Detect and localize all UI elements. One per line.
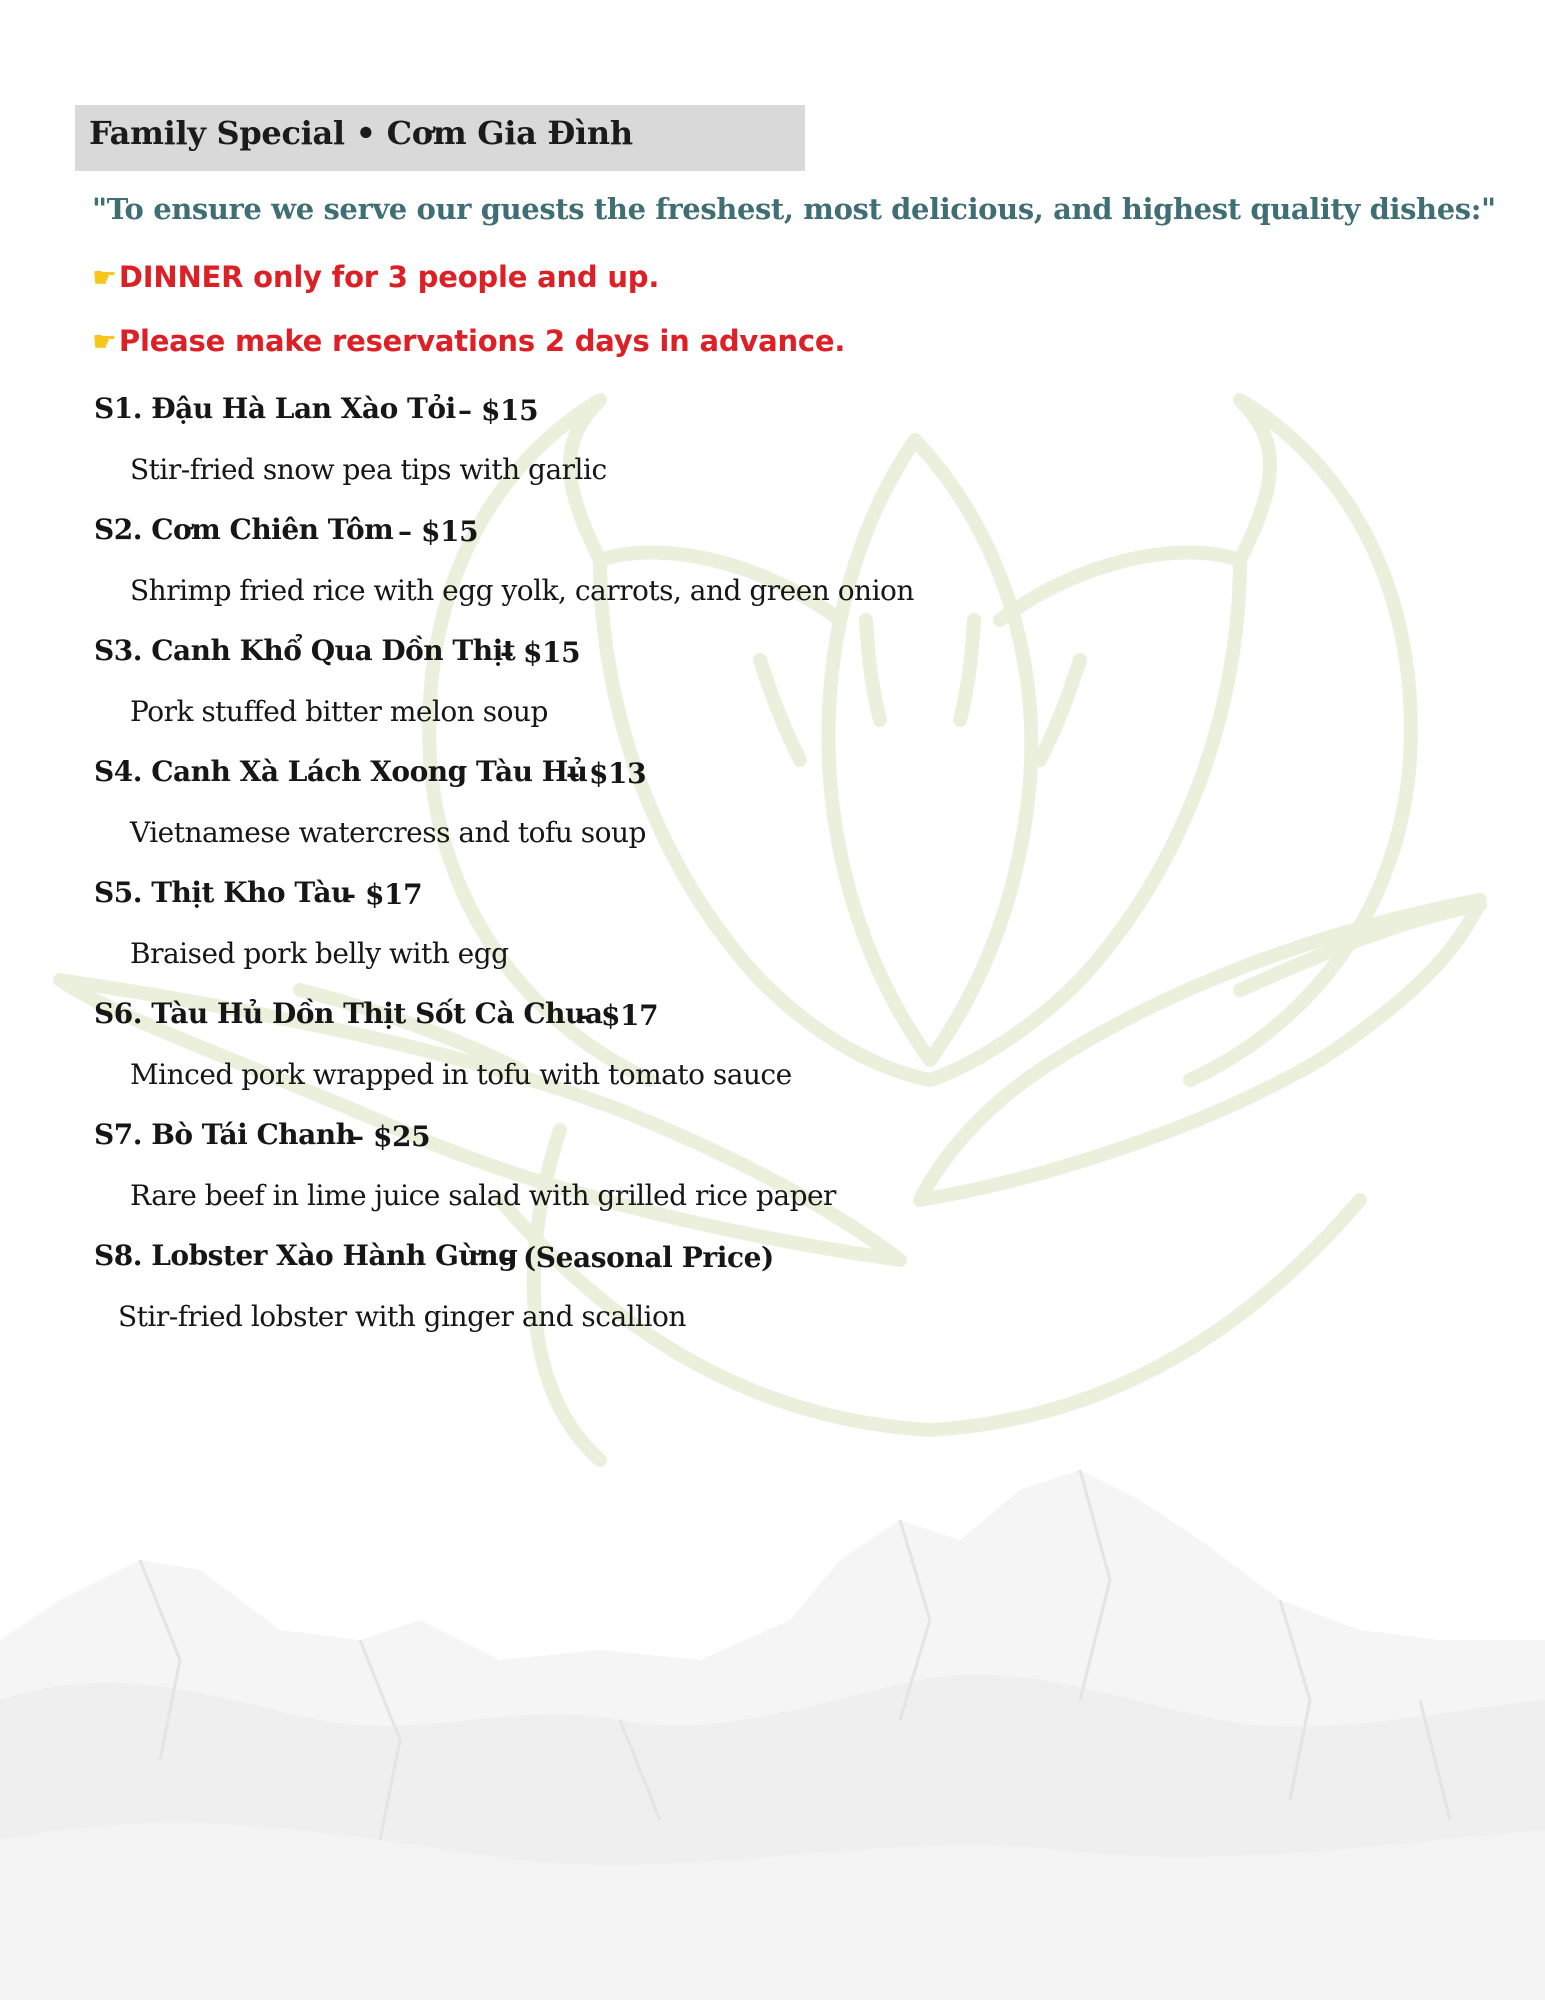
menu-item-description: Pork stuffed bitter melon soup [130, 695, 548, 728]
menu-item-name: S1. Đậu Hà Lan Xào Tỏi [94, 392, 456, 425]
intro-quote: "To ensure we serve our guests the freshest, most delicious, and highest quality dishes:" [92, 192, 1496, 226]
menu-item-name: S3. Canh Khổ Qua Dồn Thịt [94, 634, 516, 667]
menu-item-description: Braised pork belly with egg [130, 937, 509, 970]
menu-item-price: – $15 [500, 636, 581, 669]
menu-item-description: Minced pork wrapped in tofu with tomato sauce [130, 1058, 792, 1091]
menu-item-name: S7. Bò Tái Chanh [94, 1118, 356, 1151]
pointing-hand-icon: ☛ [92, 261, 117, 294]
menu-item-description: Stir-fried lobster with ginger and scallion [118, 1300, 686, 1333]
menu-item-name: S6. Tàu Hủ Dồn Thịt Sốt Cà Chua [94, 997, 603, 1030]
menu-item-name: S2. Cơm Chiên Tôm [94, 513, 394, 546]
notice-reservation [92, 324, 845, 358]
menu-item-description: Stir-fried snow pea tips with garlic [130, 453, 607, 486]
notice-text: Please make reservations 2 days in advance. [118, 324, 846, 358]
section-title: Family Special • Cơm Gia Đình [89, 114, 633, 152]
notice-dinner [92, 260, 659, 294]
menu-item-name: S5. Thịt Kho Tàu [94, 876, 351, 909]
menu-item-name: S4. Canh Xà Lách Xoong Tàu Hủ [94, 755, 588, 788]
menu-item-price: – $15 [398, 515, 479, 548]
menu-item-description: Rare beef in lime juice salad with grilled rice paper [130, 1179, 836, 1212]
notice-text: DINNER only for 3 people and up. [118, 260, 660, 294]
menu-item-description: Shrimp fried rice with egg yolk, carrots, and green onion [130, 574, 914, 607]
menu-item-name: S8. Lobster Xào Hành Gừng [94, 1239, 518, 1272]
section-header [75, 105, 805, 171]
menu-item-price: – $17 [578, 999, 659, 1032]
menu-item-price: – $25 [350, 1120, 431, 1153]
menu-item-price: – $17 [342, 878, 423, 911]
menu-item-description: Vietnamese watercress and tofu soup [130, 816, 646, 849]
menu-item-price: – $15 [458, 394, 539, 427]
menu-item-price: – (Seasonal Price) [500, 1241, 774, 1274]
pointing-hand-icon: ☛ [92, 325, 117, 358]
menu-item-price: – $13 [566, 757, 647, 790]
